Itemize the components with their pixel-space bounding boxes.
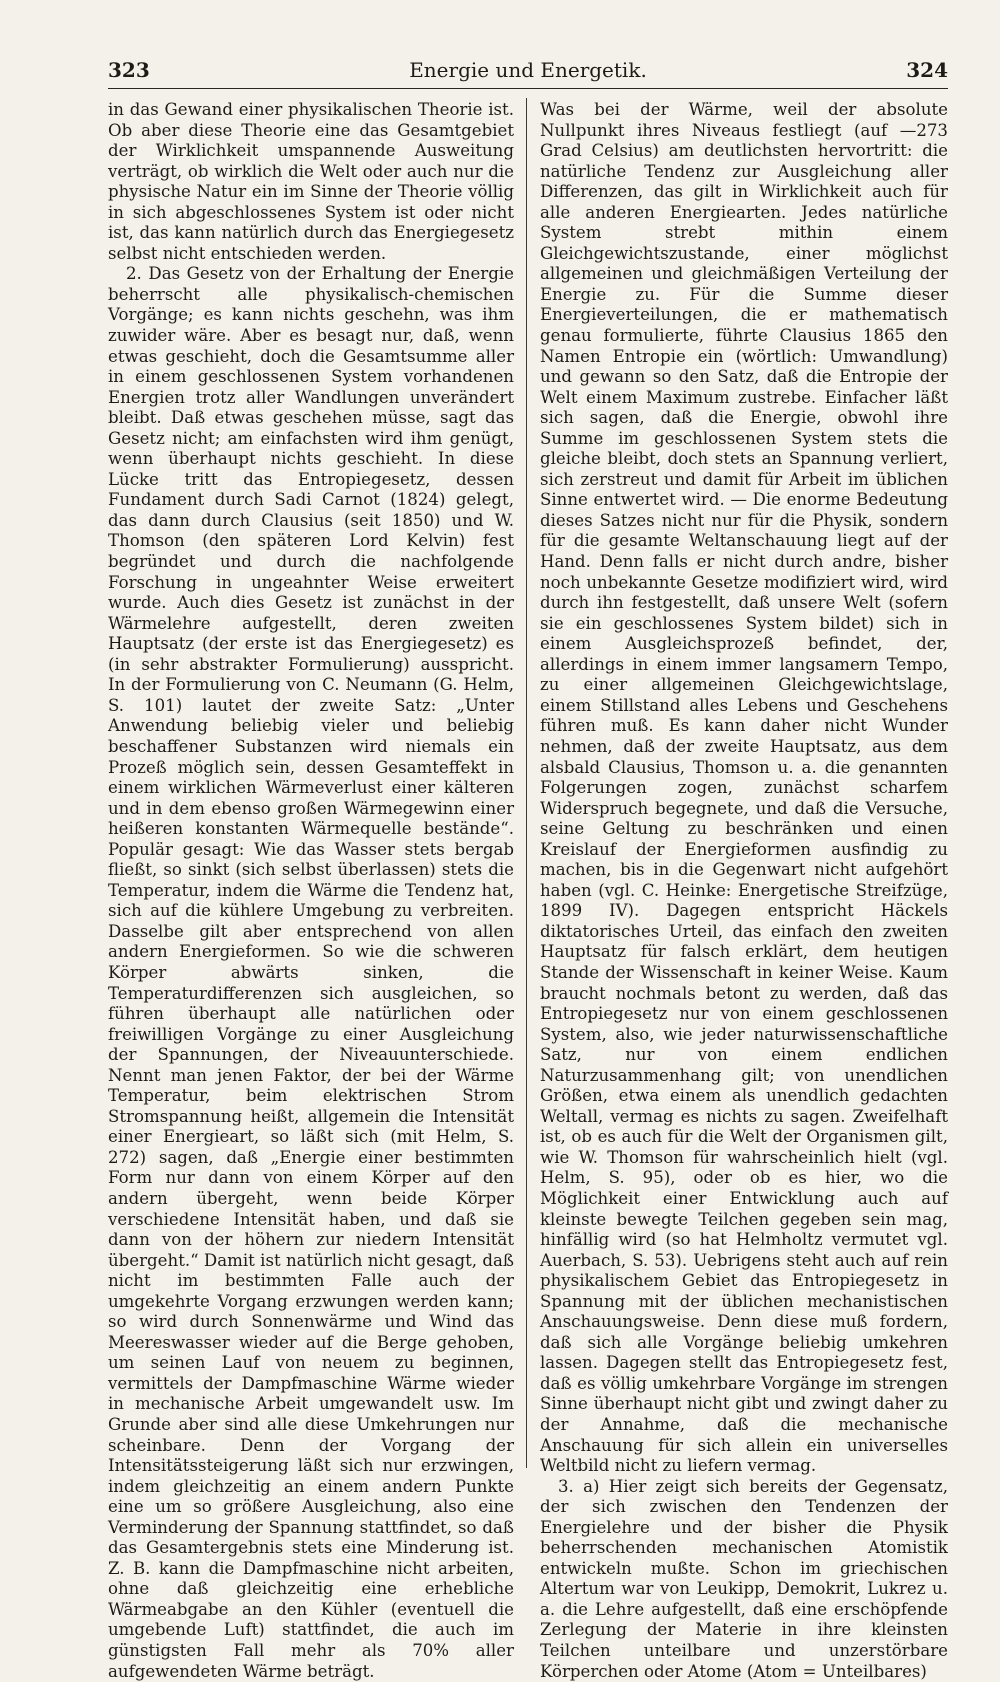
right-column [540,100,948,1681]
paragraph: Was bei der Wärme, weil der absolute Nullpunkt ihres Niveaus festliegt (auf —273 Grad Celsius) am deutlichsten hervortritt: die natürliche Tendenz zur Ausgleichung aller Differenzen, das gilt in Wirklichkeit auch für alle anderen Energiearten. Jedes natürliche System strebt mithin einem Gleichgewichtszustande, einer möglichst allgemeinen und gleichmäßigen Verteilung der Energie zu. Für die Summe dieser Energieverteilungen, die er mathematisch genau formulierte, führte Clausius 1865 den Namen Entropie ein (wörtlich: Umwandlung) und gewann so den Satz, daß die Entropie der Welt einem Maximum zustrebe. Einfacher läßt sich sagen, daß die Energie, obwohl ihre Summe im geschlossenen System stets die gleiche bleibt, doch stets an Spannung verliert, sich zerstreut und damit für Arbeit im üblichen Sinne entwertet wird. — Die enorme Bedeutung dieses Satzes nicht nur für die Physik, sondern für die gesamte Weltanschauung liegt auf der Hand. Denn falls er nicht durch andre, bisher noch unbekannte Gesetze modifiziert wird, wird durch ihn festgestellt, daß unsere Welt (sofern sie ein geschlossenes System bildet) sich in einem Ausgleichsprozeß befindet, der, allerdings in einem immer langsamern Tempo, zu einer allgemeinen Gleichgewichtslage, einem Stillstand alles Lebens und Geschehens führen muß. Es kann daher nicht Wunder nehmen, daß der zweite Hauptsatz, aus dem alsbald Clausius, Thomson u. a. die genannten Folgerungen zogen, zunächst scharfem Widerspruch begegnete, und daß die Versuche, seine Geltung zu beschränken und einen Kreislauf der Energieformen ausfindig zu machen, bis in die Gegenwart nicht aufgehört haben (vgl. C. Heinke: Energetische Streifzüge, 1899 IV). Dagegen entspricht Häckels diktatorisches Urteil, das einfach den zweiten Hauptsatz für falsch erklärt, dem heutigen Stande der Wissenschaft in keiner Weise. Kaum braucht nochmals betont zu werden, daß das Entropiegesetz nur von einem geschlossenen System, also, wie jeder naturwissenschaftliche Satz, nur von einem endlichen Naturzusammenhang gilt; von unendlichen Größen, etwa einem als unendlich gedachten Weltall, vermag es nichts zu sagen. Zweifelhaft ist, ob es auch für die Welt der Organismen gilt, wie W. Thomson für wahrscheinlich hielt (vgl. Helm, S. 95), oder ob es hier, wo die Möglichkeit einer Entwicklung auch auf kleinste bewegte Teilchen gegeben sein mag, hinfällig wird (so hat Helmholtz vermutet vgl. Auerbach, S. 53). Uebrigens steht auch auf rein physikalischem Gebiet das Entropiegesetz in Spannung mit der üblichen mechanistischen Anschauungsweise. Denn diese muß fordern, daß sich alle Vorgänge beliebig umkehren lassen. Dagegen stellt das Entropiegesetz fest, daß es völlig umkehrbare Vorgänge im strengen Sinne überhaupt nicht gibt und zwingt daher zu der Annahme, daß die mechanische Anschauung für sich allein ein universelles Weltbild nicht zu liefern vermag. [540,100,948,1476]
column-divider [526,98,527,1468]
paragraph: 2. Das Gesetz von der Erhaltung der Energie beherrscht alle physikalisch-chemischen Vorgänge; es kann nichts geschehn, was ihm zuwider wäre. Aber es besagt nur, daß, wenn etwas geschieht, doch die Gesamtsumme aller in einem geschlossenen System vorhandenen Energien trotz aller Wandlungen unverändert bleibt. Daß etwas geschehen müsse, sagt das Gesetz nicht; am einfachsten wird ihm genügt, wenn überhaupt nichts geschieht. In diese Lücke tritt das Entropiegesetz, dessen Fundament durch Sadi Carnot (1824) gelegt, das dann durch Clausius (seit 1850) und W. Thomson (den späteren Lord Kelvin) fest begründet und durch die nachfolgende Forschung in ungeahnter Weise erweitert wurde. Auch dies Gesetz ist zunächst in der Wärmelehre aufgestellt, deren zweiten Hauptsatz (der erste ist das Energiegesetz) es (in sehr abstrakter Formulierung) ausspricht. In der Formulierung von C. Neumann (G. Helm, S. 101) lautet der zweite Satz: „Unter Anwendung beliebig vieler und beliebig beschaffener Substanzen wird niemals ein Prozeß möglich sein, dessen Gesamteffekt in einem wirklichen Wärmeverlust einer kälteren und in dem ebenso großen Wärmegewinn einer heißeren konstanten Wärmequelle bestände“. Populär gesagt: Wie das Wasser stets bergab fließt, so sinkt (sich selbst überlassen) stets die Temperatur, indem die Wärme die Tendenz hat, sich auf die kühlere Umgebung zu verbreiten. Dasselbe gilt aber entsprechend von allen andern Energieformen. So wie die schweren Körper abwärts sinken, die Temperaturdifferenzen sich ausgleichen, so führen überhaupt alle natürlichen oder freiwilligen Vorgänge zu einer Ausgleichung der Spannungen, der Niveauunterschiede. Nennt man jenen Faktor, der bei der Wärme Temperatur, beim elektrischen Strom Stromspannung heißt, allgemein die Intensität einer Energieart, so läßt sich (mit Helm, S. 272) sagen, daß „Energie einer bestimmten Form nur dann von einem Körper auf den andern übergeht, wenn beide Körper verschiedene Intensität haben, und daß sie dann von der höhern zur niedern Intensität übergeht.“ Damit ist natürlich nicht gesagt, daß nicht im bestimmten Falle auch der umgekehrte Vorgang erzwungen werden kann; so wird durch Sonnenwärme und Wind das Meereswasser wieder auf die Berge gehoben, um seinen Lauf von neuem zu beginnen, vermittels der Dampfmaschine Wärme wieder in mechanische Arbeit umgewandelt usw. Im Grunde aber sind alle diese Umkehrungen nur scheinbare. Denn der Vorgang der Intensitätssteigerung läßt sich nur erzwingen, indem gleichzeitig an einem andern Punkte eine um so größere Ausgleichung, also eine Verminderung der Spannung stattfindet, so daß das Gesamtergebnis stets eine Minderung ist. Z. B. kann die Dampfmaschine nicht arbeiten, ohne daß gleichzeitig eine erhebliche Wärmeabgabe an den Kühler (eventuell die umgebende Luft) stattfindet, die auch im günstigsten Fall mehr als 70% aller aufgewendeten Wärme beträgt. [108,264,514,1681]
right-page-number: 324 [906,58,948,82]
left-column [108,100,514,1681]
running-title: Energie und Energetik. [409,58,647,82]
paragraph: in das Gewand einer physikalischen Theorie ist. Ob aber diese Theorie eine das Gesamtgebiet der Wirklichkeit umspannende Ausweitung verträgt, ob wirklich die Welt oder auch nur die physische Natur ein im Sinne der Theorie völlig in sich abgeschlossenes System ist oder nicht ist, das kann natürlich durch das Energiegesetz selbst nicht entschieden werden. [108,100,514,263]
page-header [108,52,948,89]
paragraph: 3. a) Hier zeigt sich bereits der Gegensatz, der sich zwischen den Tendenzen der Energielehre und der bisher die Physik beherrschenden mechanischen Atomistik entwickeln mußte. Schon im griechischen Altertum war von Leukipp, Demokrit, Lukrez u. a. die Lehre aufgestellt, daß eine erschöpfende Zerlegung der Materie in ihre kleinsten Teilchen unteilbare und unzerstörbare Körperchen oder Atome (Atom = Unteilbares) [540,1476,948,1681]
left-page-number: 323 [108,58,150,82]
